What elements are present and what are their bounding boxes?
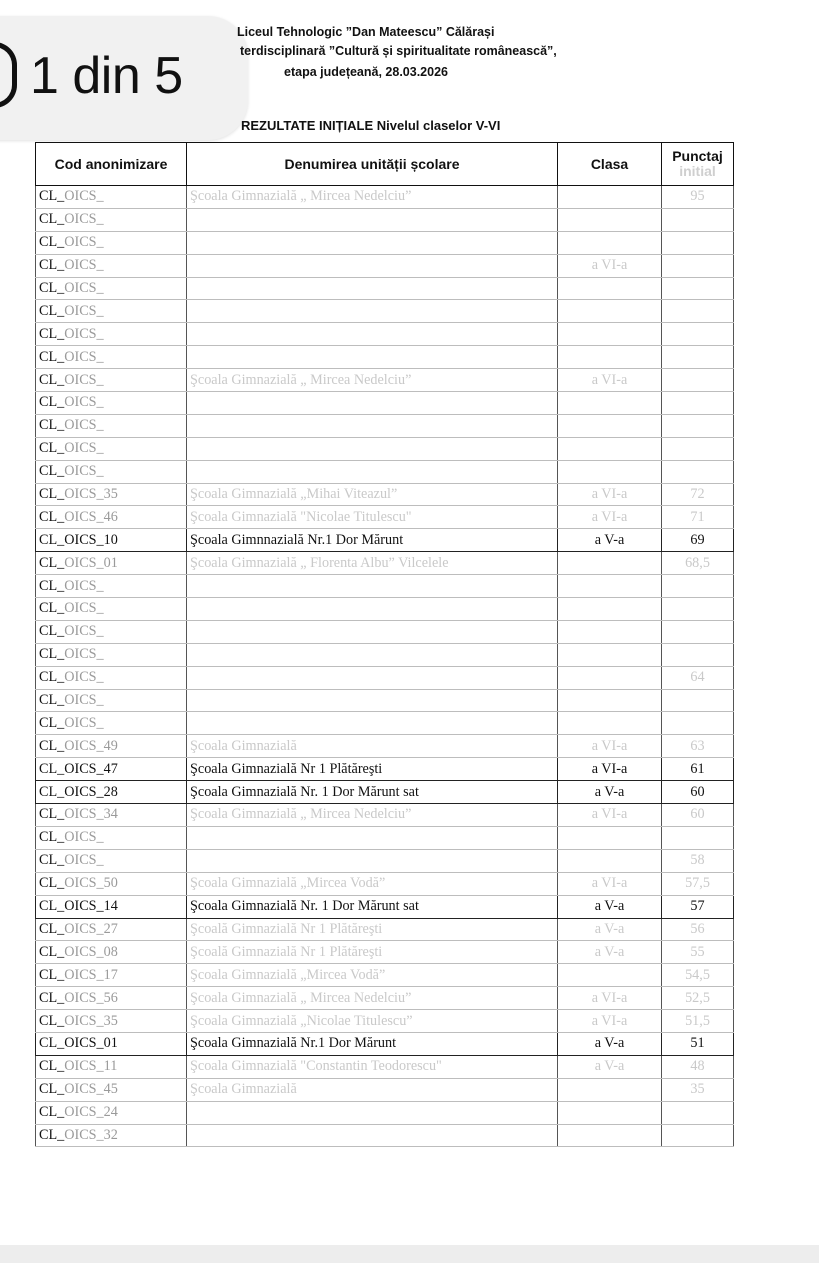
cell-class	[558, 1124, 662, 1147]
cell-code: CL_OICS_27	[36, 918, 187, 941]
cell-score	[662, 392, 734, 415]
table-row	[36, 437, 734, 460]
cell-class: a V-a	[558, 1055, 662, 1078]
cell-code: CL_OICS_17	[36, 964, 187, 987]
table-header-row	[36, 143, 734, 186]
table-row	[36, 346, 734, 369]
cell-code: CL_OICS_	[36, 231, 187, 254]
table-row	[36, 1055, 734, 1078]
cell-school: Şcoala Gimnazială „ Mircea Nedelciu”	[187, 369, 558, 392]
cell-score: 35	[662, 1078, 734, 1101]
school-name: Liceul Tehnologic ”Dan Mateescu” Călărași	[237, 25, 495, 39]
table-row	[36, 300, 734, 323]
table-row	[36, 208, 734, 231]
cell-score	[662, 826, 734, 849]
cell-class: a VI-a	[558, 483, 662, 506]
table-row	[36, 483, 734, 506]
cell-school: Şcoala Gimnazială „ Mircea Nedelciu”	[187, 987, 558, 1010]
table-row	[36, 575, 734, 598]
cell-code: CL_OICS_	[36, 323, 187, 346]
cell-class	[558, 552, 662, 575]
cell-code: CL_OICS_	[36, 437, 187, 460]
cell-score	[662, 598, 734, 621]
cell-class	[558, 392, 662, 415]
table-row	[36, 506, 734, 529]
cell-score: 71	[662, 506, 734, 529]
cell-code: CL_OICS_56	[36, 987, 187, 1010]
cell-class: a VI-a	[558, 872, 662, 895]
table-row	[36, 277, 734, 300]
col-header-score	[662, 143, 734, 186]
table-row	[36, 1124, 734, 1147]
cell-class: a V-a	[558, 781, 662, 804]
cell-code: CL_OICS_	[36, 208, 187, 231]
cell-score: 63	[662, 735, 734, 758]
cell-class: a VI-a	[558, 254, 662, 277]
col-header-school: Denumirea unității școlare	[187, 143, 558, 186]
table-row	[36, 1101, 734, 1124]
cell-score: 57,5	[662, 872, 734, 895]
cell-score	[662, 575, 734, 598]
cell-school	[187, 826, 558, 849]
cell-class: a VI-a	[558, 735, 662, 758]
cell-score	[662, 208, 734, 231]
cell-class	[558, 849, 662, 872]
table-row	[36, 529, 734, 552]
cell-class	[558, 414, 662, 437]
cell-score: 68,5	[662, 552, 734, 575]
cell-class: a VI-a	[558, 804, 662, 827]
cell-class: a VI-a	[558, 987, 662, 1010]
table-row	[36, 552, 734, 575]
cell-school	[187, 254, 558, 277]
cell-score: 52,5	[662, 987, 734, 1010]
cell-school	[187, 1101, 558, 1124]
cell-class	[558, 712, 662, 735]
cell-score: 60	[662, 804, 734, 827]
cell-class: a VI-a	[558, 369, 662, 392]
cell-score: 51	[662, 1032, 734, 1055]
cell-code: CL_OICS_	[36, 826, 187, 849]
cell-class	[558, 323, 662, 346]
cell-school	[187, 689, 558, 712]
cell-school	[187, 323, 558, 346]
cell-class	[558, 186, 662, 209]
cell-school: Şcoala Gimnazială	[187, 1078, 558, 1101]
cell-school	[187, 643, 558, 666]
cell-school: Şcoala Gimnazială „ Mircea Nedelciu”	[187, 186, 558, 209]
cell-code: CL_OICS_01	[36, 1032, 187, 1055]
cell-class: a VI-a	[558, 1010, 662, 1033]
table-row	[36, 254, 734, 277]
cell-score	[662, 231, 734, 254]
cell-class	[558, 620, 662, 643]
cell-school	[187, 300, 558, 323]
cell-code: CL_OICS_	[36, 186, 187, 209]
cell-school: Şcoala Gimnnazială Nr.1 Dor Mărunt	[187, 529, 558, 552]
cell-code: CL_OICS_14	[36, 895, 187, 918]
cell-school: Şcoala Gimnazială „ Mircea Nedelciu”	[187, 804, 558, 827]
cell-code: CL_OICS_	[36, 598, 187, 621]
cell-class	[558, 1101, 662, 1124]
results-table	[35, 142, 734, 1147]
results-body	[36, 186, 734, 1147]
cell-code: CL_OICS_	[36, 300, 187, 323]
cell-score: 64	[662, 666, 734, 689]
cell-school	[187, 620, 558, 643]
cell-school	[187, 277, 558, 300]
page-counter	[0, 16, 248, 140]
cell-class	[558, 300, 662, 323]
cell-class	[558, 437, 662, 460]
cell-score	[662, 346, 734, 369]
cell-class	[558, 208, 662, 231]
table-row	[36, 826, 734, 849]
cell-school	[187, 231, 558, 254]
cell-score: 58	[662, 849, 734, 872]
cell-class	[558, 666, 662, 689]
cell-code: CL_OICS_	[36, 575, 187, 598]
cell-school: Şcoala Gimnazială	[187, 735, 558, 758]
cell-class	[558, 277, 662, 300]
cell-school	[187, 208, 558, 231]
table-row	[36, 1032, 734, 1055]
cell-code: CL_OICS_	[36, 254, 187, 277]
col-header-class: Clasa	[558, 143, 662, 186]
table-row	[36, 666, 734, 689]
cell-school: Şcoală Gimnazială Nr 1 Plătăreşti	[187, 941, 558, 964]
table-row	[36, 712, 734, 735]
contest-name: terdisciplinară ”Cultură și spiritualitate românească”,	[240, 44, 557, 58]
cell-school	[187, 460, 558, 483]
cell-class: a V-a	[558, 918, 662, 941]
cell-code: CL_OICS_35	[36, 1010, 187, 1033]
cell-school: Şcoală Gimnazială Nr 1 Plătăreşti	[187, 918, 558, 941]
cell-code: CL_OICS_47	[36, 758, 187, 781]
cell-class: a VI-a	[558, 506, 662, 529]
cell-school: Şcoala Gimnazială Nr 1 Plătăreşti	[187, 758, 558, 781]
cell-score	[662, 323, 734, 346]
table-row	[36, 781, 734, 804]
table-row	[36, 598, 734, 621]
cell-code: CL_OICS_24	[36, 1101, 187, 1124]
cell-code: CL_OICS_	[36, 689, 187, 712]
cell-score	[662, 460, 734, 483]
table-row	[36, 941, 734, 964]
cell-score: 56	[662, 918, 734, 941]
cell-school	[187, 598, 558, 621]
table-row	[36, 414, 734, 437]
cell-school	[187, 437, 558, 460]
cell-class: a V-a	[558, 941, 662, 964]
cell-school: Şcoala Gimnazială „Mihai Viteazul”	[187, 483, 558, 506]
cell-code: CL_OICS_	[36, 712, 187, 735]
col-header-score-label: Punctaj	[672, 148, 723, 164]
table-row	[36, 872, 734, 895]
cell-code: CL_OICS_	[36, 346, 187, 369]
cell-school	[187, 346, 558, 369]
table-row	[36, 620, 734, 643]
cell-class: a VI-a	[558, 758, 662, 781]
cell-score: 51,5	[662, 1010, 734, 1033]
cell-school	[187, 392, 558, 415]
cell-score	[662, 414, 734, 437]
cell-class	[558, 964, 662, 987]
cell-school: Şcoala Gimnazială „Nicolae Titulescu”	[187, 1010, 558, 1033]
cell-score: 57	[662, 895, 734, 918]
cell-school: Şcoala Gimnazială "Constantin Teodorescu"	[187, 1055, 558, 1078]
table-row	[36, 735, 734, 758]
cell-code: CL_OICS_	[36, 849, 187, 872]
cell-code: CL_OICS_45	[36, 1078, 187, 1101]
cell-school: Şcoala Gimnazială Nr.1 Dor Mărunt	[187, 1032, 558, 1055]
cell-code: CL_OICS_35	[36, 483, 187, 506]
cell-class: a V-a	[558, 1032, 662, 1055]
cell-score: 72	[662, 483, 734, 506]
cell-school	[187, 575, 558, 598]
cell-class	[558, 460, 662, 483]
table-row	[36, 758, 734, 781]
cell-school: Şcoala Gimnazială Nr. 1 Dor Mărunt sat	[187, 781, 558, 804]
cell-code: CL_OICS_50	[36, 872, 187, 895]
cell-school	[187, 849, 558, 872]
cell-code: CL_OICS_	[36, 392, 187, 415]
cell-score	[662, 712, 734, 735]
cell-score	[662, 689, 734, 712]
cell-class	[558, 346, 662, 369]
table-row	[36, 323, 734, 346]
cell-score	[662, 437, 734, 460]
cell-score	[662, 254, 734, 277]
table-row	[36, 895, 734, 918]
cell-code: CL_OICS_	[36, 277, 187, 300]
contest-stage: etapa județeană, 28.03.2026	[284, 65, 448, 79]
table-row	[36, 987, 734, 1010]
cell-score: 55	[662, 941, 734, 964]
cell-score: 60	[662, 781, 734, 804]
table-row	[36, 918, 734, 941]
cell-code: CL_OICS_08	[36, 941, 187, 964]
page-indicator-icon	[0, 42, 17, 108]
cell-code: CL_OICS_11	[36, 1055, 187, 1078]
page-counter-label: 1 din 5	[30, 47, 183, 105]
bottom-bar	[0, 1245, 819, 1263]
cell-school: Şcoala Gimnazială „Mircea Vodă”	[187, 964, 558, 987]
table-row	[36, 392, 734, 415]
cell-score	[662, 620, 734, 643]
cell-school	[187, 1124, 558, 1147]
cell-class	[558, 826, 662, 849]
cell-code: CL_OICS_46	[36, 506, 187, 529]
cell-school: Şcoala Gimnazială „Mircea Vodă”	[187, 872, 558, 895]
cell-score	[662, 1101, 734, 1124]
cell-class: a V-a	[558, 529, 662, 552]
cell-code: CL_OICS_49	[36, 735, 187, 758]
cell-score: 69	[662, 529, 734, 552]
cell-code: CL_OICS_32	[36, 1124, 187, 1147]
cell-code: CL_OICS_10	[36, 529, 187, 552]
cell-score: 61	[662, 758, 734, 781]
table-row	[36, 186, 734, 209]
cell-class: a V-a	[558, 895, 662, 918]
cell-class	[558, 689, 662, 712]
cell-class	[558, 643, 662, 666]
table-row	[36, 460, 734, 483]
cell-class	[558, 598, 662, 621]
cell-school: Şcoala Gimnazială Nr. 1 Dor Mărunt sat	[187, 895, 558, 918]
cell-score: 54,5	[662, 964, 734, 987]
table-row	[36, 689, 734, 712]
cell-score	[662, 300, 734, 323]
cell-score	[662, 1124, 734, 1147]
cell-school: Şcoala Gimnazială „ Florenta Albu” Vilcelele	[187, 552, 558, 575]
cell-code: CL_OICS_	[36, 414, 187, 437]
cell-score	[662, 369, 734, 392]
cell-code: CL_OICS_	[36, 620, 187, 643]
cell-code: CL_OICS_01	[36, 552, 187, 575]
table-row	[36, 804, 734, 827]
cell-score: 48	[662, 1055, 734, 1078]
col-header-score-sub: initial	[679, 163, 716, 179]
results-title: REZULTATE INIȚIALE Nivelul claselor V-VI	[241, 118, 501, 133]
table-row	[36, 1010, 734, 1033]
cell-code: CL_OICS_	[36, 666, 187, 689]
cell-school	[187, 414, 558, 437]
cell-school: Şcoala Gimnazială "Nicolae Titulescu"	[187, 506, 558, 529]
cell-code: CL_OICS_	[36, 460, 187, 483]
table-row	[36, 964, 734, 987]
table-row	[36, 231, 734, 254]
cell-score	[662, 277, 734, 300]
cell-class	[558, 1078, 662, 1101]
cell-school	[187, 666, 558, 689]
table-row	[36, 643, 734, 666]
cell-code: CL_OICS_34	[36, 804, 187, 827]
cell-code: CL_OICS_	[36, 369, 187, 392]
table-row	[36, 1078, 734, 1101]
col-header-code: Cod anonimizare	[36, 143, 187, 186]
cell-class	[558, 231, 662, 254]
cell-score: 95	[662, 186, 734, 209]
table-row	[36, 369, 734, 392]
table-row	[36, 849, 734, 872]
cell-code: CL_OICS_28	[36, 781, 187, 804]
cell-code: CL_OICS_	[36, 643, 187, 666]
cell-score	[662, 643, 734, 666]
cell-class	[558, 575, 662, 598]
cell-school	[187, 712, 558, 735]
